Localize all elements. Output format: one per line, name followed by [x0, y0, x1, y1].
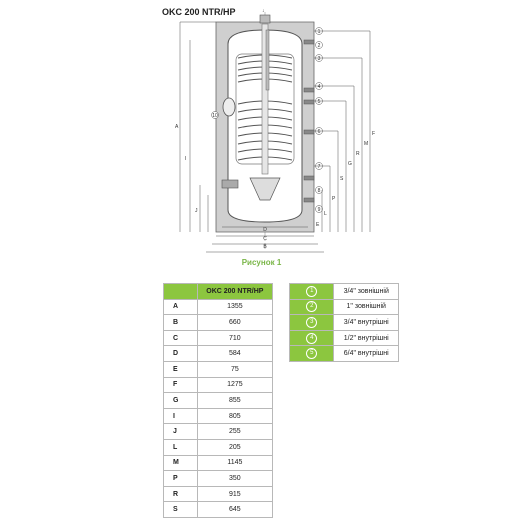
dim-label-F: F: [372, 131, 376, 137]
dim-key: S: [164, 502, 198, 518]
dim-value: 1145: [197, 455, 272, 471]
callout-9: [316, 206, 323, 214]
anode: [266, 30, 269, 90]
circled-number-icon: 3: [306, 317, 317, 328]
dim-label-G: G: [348, 161, 352, 167]
svg-text:9: 9: [317, 207, 321, 213]
dim-value: 205: [197, 439, 272, 455]
left-dimension-letters: [175, 124, 198, 214]
table-row: [164, 393, 273, 409]
table-row: [290, 330, 399, 346]
dim-key: E: [164, 361, 198, 377]
dim-value: 584: [197, 346, 272, 362]
svg-text:8: 8: [317, 188, 321, 194]
callout-8: [316, 187, 323, 195]
left-dimension-lines: [180, 22, 216, 232]
dim-label-D: D: [263, 227, 267, 233]
svg-text:2: 2: [317, 43, 321, 49]
table-row: [164, 486, 273, 502]
dim-label-P: P: [332, 196, 336, 202]
dim-key: G: [164, 393, 198, 409]
connection-desc: 3/4" внутрішні: [334, 315, 399, 331]
dim-value: 255: [197, 424, 272, 440]
dim-key: A: [164, 299, 198, 315]
svg-text:6: 6: [317, 129, 321, 135]
dim-label-J: J: [195, 208, 198, 214]
dim-value: 915: [197, 486, 272, 502]
dim-key: L: [164, 439, 198, 455]
circled-number-icon: 5: [306, 348, 317, 359]
circled-number-icon: 1: [306, 286, 317, 297]
dim-key: P: [164, 471, 198, 487]
table-row: [164, 455, 273, 471]
dim-value: 710: [197, 330, 272, 346]
dim-value: 660: [197, 315, 272, 331]
dim-value: 350: [197, 471, 272, 487]
circled-number-icon: 2: [306, 301, 317, 312]
top-callout: ↓: [262, 8, 265, 14]
dim-value: 805: [197, 408, 272, 424]
table-row: [164, 377, 273, 393]
header-key-cell: [164, 284, 198, 300]
table-row: [290, 299, 399, 315]
connection-number: [290, 284, 334, 300]
table-row: [164, 502, 273, 518]
dim-key: C: [164, 330, 198, 346]
top-fitting: [260, 15, 270, 23]
dim-value: 855: [197, 393, 272, 409]
table-row: [164, 315, 273, 331]
dim-value: 1275: [197, 377, 272, 393]
right-dimension-letters: [316, 131, 375, 228]
dim-label-I: I: [185, 156, 187, 162]
dim-label-S: S: [340, 176, 344, 182]
dim-key: J: [164, 424, 198, 440]
lower-port: [222, 180, 238, 188]
dim-key: B: [164, 315, 198, 331]
side-flange: [223, 98, 235, 116]
connection-number: [290, 330, 334, 346]
circled-number-icon: 4: [306, 333, 317, 344]
table-row: [164, 471, 273, 487]
callout-10: [212, 112, 219, 120]
table-row: [164, 424, 273, 440]
table-row: [290, 346, 399, 362]
connection-desc: 3/4" зовнішній: [334, 284, 399, 300]
dim-key: M: [164, 455, 198, 471]
dimensions-table-header-row: [164, 284, 273, 300]
svg-text:1: 1: [317, 29, 321, 35]
connection-number: [290, 346, 334, 362]
dim-value: 1355: [197, 299, 272, 315]
connection-desc: 1/2" внутрішні: [334, 330, 399, 346]
connections-table: [289, 283, 399, 362]
dim-key: R: [164, 486, 198, 502]
dim-key: F: [164, 377, 198, 393]
table-row: [290, 315, 399, 331]
callout-2: [316, 42, 323, 50]
dim-value: 75: [197, 361, 272, 377]
bottom-dimension-letters: [263, 227, 267, 250]
svg-text:4: 4: [317, 84, 321, 90]
dim-value: 645: [197, 502, 272, 518]
dim-label-R: R: [356, 151, 360, 157]
table-row: [164, 439, 273, 455]
svg-text:3: 3: [317, 56, 321, 62]
boiler-diagram: [0, 0, 523, 260]
table-row: [164, 330, 273, 346]
dim-label-E: E: [316, 222, 320, 228]
dimensions-table: [163, 283, 273, 518]
header-model-cell: OKC 200 NTR/HP: [197, 284, 272, 300]
svg-text:5: 5: [317, 99, 321, 105]
table-row: [164, 346, 273, 362]
dim-label-M: M: [364, 141, 369, 147]
dim-label-C: C: [263, 236, 267, 242]
svg-text:10: 10: [212, 113, 218, 119]
connection-desc: 6/4" внутрішні: [334, 346, 399, 362]
table-row: [164, 361, 273, 377]
dim-label-B: B: [263, 244, 267, 250]
table-row: [290, 284, 399, 300]
connection-desc: 1" зовнішній: [334, 299, 399, 315]
dim-label-A: A: [175, 124, 179, 130]
figure-caption: Рисунок 1: [241, 258, 282, 267]
svg-text:7: 7: [317, 164, 321, 170]
product-title: OKC 200 NTR/HP: [162, 7, 236, 17]
connection-number: [290, 299, 334, 315]
dim-label-L: L: [324, 211, 327, 217]
connection-number: [290, 315, 334, 331]
dim-key: D: [164, 346, 198, 362]
dim-key: I: [164, 408, 198, 424]
table-row: [164, 408, 273, 424]
table-row: [164, 299, 273, 315]
